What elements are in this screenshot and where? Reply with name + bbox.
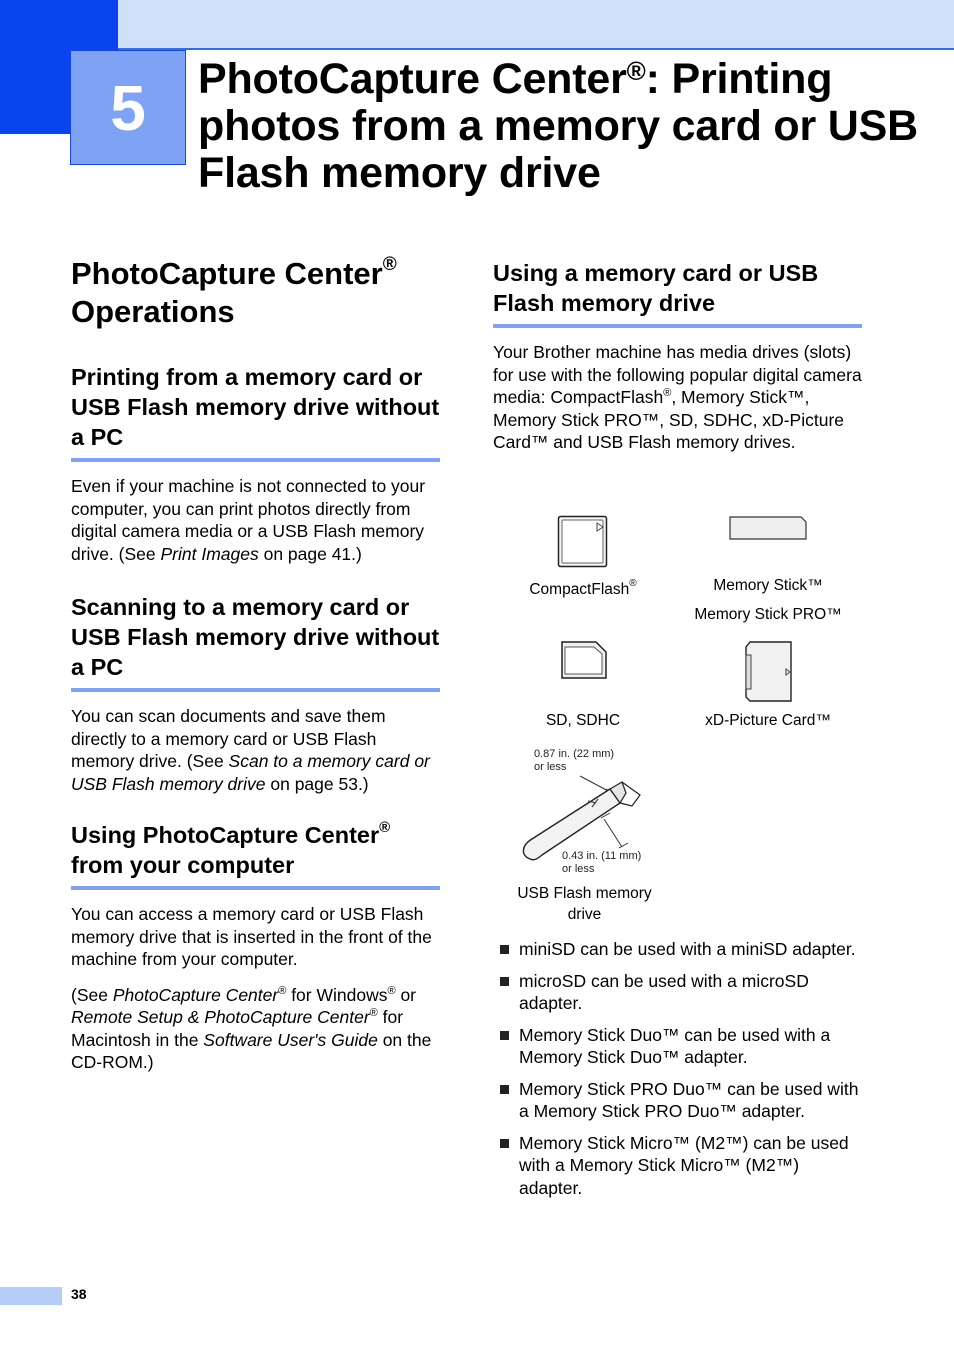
list-item: miniSD can be used with a miniSD adapter. (500, 938, 865, 961)
usb-flash-drive-label: USB Flash memory drive (517, 885, 652, 923)
section-title-operations: PhotoCapture Center® Operations (71, 254, 397, 329)
page-number: 38 (71, 1286, 87, 1302)
list-item: Memory Stick Duo™ can be used with a Memory Stick Duo™ adapter. (500, 1024, 865, 1069)
paragraph-computer-access: You can access a memory card or USB Flash memory drive that is inserted in the front of the machine from your computer. (71, 904, 432, 969)
list-item: Memory Stick Micro™ (M2™) can be used with a Memory Stick Micro™ (M2™) adapter. (500, 1132, 865, 1200)
memory-stick-pro-label: Memory Stick PRO™ (694, 606, 842, 623)
compactflash-icon (557, 515, 609, 569)
adapter-notes-list (500, 938, 865, 1208)
bullet-square-icon (500, 977, 509, 986)
bullet-square-icon (500, 1085, 509, 1094)
heading-scanning-without-pc: Scanning to a memory card or USB Flash memory drive without a PC (71, 592, 440, 692)
paragraph-scanning: You can scan documents and save them directly to a memory card or USB Flash memory drive. (See Scan to a memory card or USB Flash memory drive on page 53.) (71, 706, 430, 794)
heading-printing-without-pc: Printing from a memory card or USB Flash memory drive without a PC (71, 362, 440, 462)
media-illustrations (493, 505, 862, 930)
paragraph-media-drives: Your Brother machine has media drives (slots) for use with the following popular digital camera media: CompactFlash®, Memory Stick™, Memory Stick PRO™, SD, SDHC, xD-Picture Card™ and USB Flash memory drives. (493, 342, 862, 452)
heading-using-memory-card: Using a memory card or USB Flash memory drive (493, 258, 862, 328)
heading-using-from-computer: Using PhotoCapture Center® from your computer (71, 820, 440, 890)
header-band (0, 0, 954, 50)
memory-stick-icon (729, 516, 807, 540)
memory-stick-label: Memory Stick™ (713, 577, 823, 594)
bullet-square-icon (500, 1031, 509, 1040)
usb-dimension-length: 0.87 in. (22 mm) or less (534, 748, 615, 773)
sd-card-icon (560, 640, 608, 680)
compactflash-label: CompactFlash® (529, 578, 637, 598)
xd-picture-card-label: xD-Picture Card™ (705, 712, 831, 729)
bullet-square-icon (500, 1139, 509, 1148)
paragraph-printing: Even if your machine is not connected to your computer, you can print photos directly from digital camera media or a USB Flash memory drive. (See Print Images on page 41.) (71, 476, 426, 564)
xd-picture-card-icon (744, 641, 794, 703)
list-item: microSD can be used with a microSD adapter. (500, 970, 865, 1015)
chapter-title: PhotoCapture Center®: Printing photos from a memory card or USB Flash memory drive (198, 55, 918, 197)
list-item: Memory Stick PRO Duo™ can be used with a Memory Stick PRO Duo™ adapter. (500, 1078, 865, 1123)
chapter-number: 5 (70, 50, 186, 165)
paragraph-see-references: (See PhotoCapture Center® for Windows® or Remote Setup & PhotoCapture Center® for Macintosh in the Software User's Guide on the CD-ROM.) (71, 984, 432, 1072)
bullet-square-icon (500, 945, 509, 954)
left-column (71, 255, 440, 1074)
right-column (493, 258, 862, 454)
usb-dimension-width: 0.43 in. (11 mm) or less (562, 850, 642, 875)
sd-sdhc-label: SD, SDHC (545, 712, 621, 729)
footer-accent (0, 1287, 62, 1305)
